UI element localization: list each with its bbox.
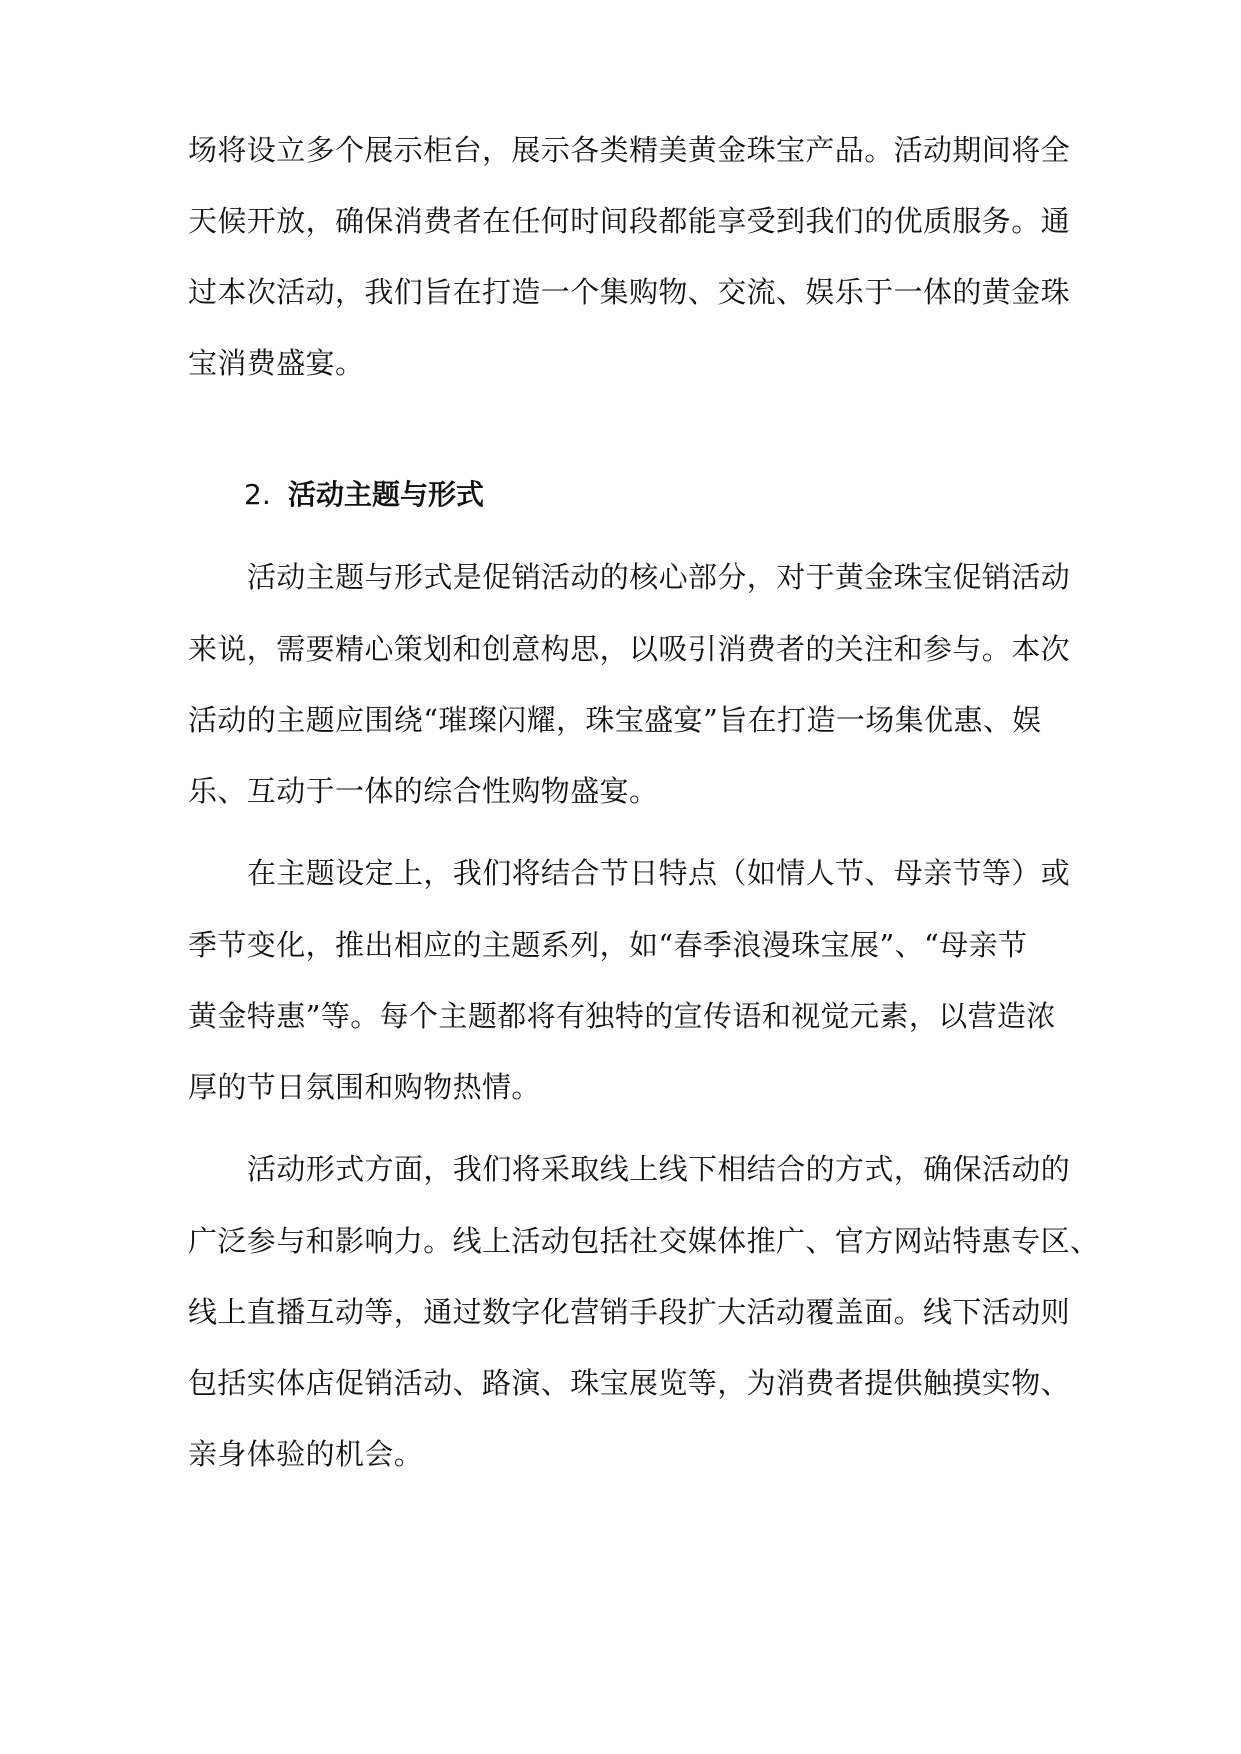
text-line: 线上直播互动等，通过数字化营销手段扩大活动覆盖面。线下活动则 — [188, 1295, 1071, 1329]
text-line: 宝消费盛宴。 — [188, 346, 365, 380]
section-number: 2. — [244, 478, 271, 511]
text-line: 过本次活动，我们旨在打造一个集购物、交流、娱乐于一体的黄金珠 — [188, 275, 1071, 309]
text-line: 黄金特惠”等。每个主题都将有独特的宣传语和视觉元素，以营造浓 — [188, 999, 1056, 1033]
text-line: 来说，需要精心策划和创意构思，以吸引消费者的关注和参与。本次 — [188, 632, 1071, 666]
text-line: 季节变化，推出相应的主题系列，如“春季浪漫珠宝展”、“母亲节 — [188, 928, 1028, 962]
text-line: 活动主题与形式是促销活动的核心部分，对于黄金珠宝促销活动 — [247, 560, 1071, 594]
text-line: 亲身体验的机会。 — [188, 1437, 424, 1471]
text-line: 广泛参与和影响力。线上活动包括社交媒体推广、官方网站特惠专区、 — [188, 1224, 1100, 1258]
text-line: 场将设立多个展示柜台，展示各类精美黄金珠宝产品。活动期间将全 — [188, 133, 1071, 167]
section-heading — [244, 475, 484, 515]
text-line: 天候开放，确保消费者在任何时间段都能享受到我们的优质服务。通 — [188, 204, 1071, 238]
text-line: 乐、互动于一体的综合性购物盛宴。 — [188, 774, 659, 808]
text-line: 活动形式方面，我们将采取线上线下相结合的方式，确保活动的 — [247, 1152, 1071, 1186]
section-title: 活动主题与形式 — [288, 478, 485, 511]
text-line: 在主题设定上，我们将结合节日特点（如情人节、母亲节等）或 — [247, 856, 1071, 890]
text-line: 包括实体店促销活动、路演、珠宝展览等，为消费者提供触摸实物、 — [188, 1366, 1071, 1400]
text-line: 活动的主题应围绕“璀璨闪耀，珠宝盛宴”旨在打造一场集优惠、娱 — [188, 703, 1042, 737]
text-line: 厚的节日氛围和购物热情。 — [188, 1070, 541, 1104]
